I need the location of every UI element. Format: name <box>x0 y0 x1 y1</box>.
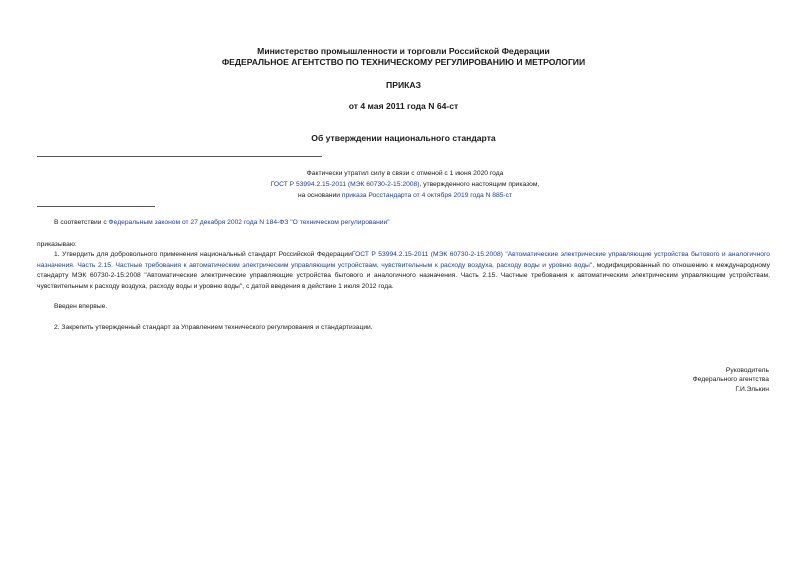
document-date-number: от 4 мая 2011 года N 64-ст <box>348 101 459 111</box>
divider-top <box>37 156 322 157</box>
order-item-1-text-a: 1. Утвердить для добровольного применения национальный стандарт Российской Федерации <box>54 251 352 258</box>
document-type: ПРИКАЗ <box>386 80 421 90</box>
agency-name: ФЕДЕРАЛЬНОЕ АГЕНТСТВО ПО ТЕХНИЧЕСКОМУ РЕГУЛИРОВАНИЮ И МЕТРОЛОГИИ <box>221 57 586 67</box>
status-note-line1: Фактически утратил силу в связи с отменой с 1 июня 2020 года <box>306 170 504 177</box>
order-word: приказываю: <box>37 241 77 248</box>
order-item-1-text-b: , модифицированный по отношению к международному стандарту МЭК 60730-2-15:2008 "Автоматические электрические управляющие устройства бытового и аналогичного назначения. Часть 2.15. Частные требования к автоматическим электрическим управляющим устройствам, чувствительным к расходу воздуха, расходу воды и уровню воды", с датой введения в действие 1 июля 2012 года. <box>37 261 770 290</box>
rosstandart-order-link[interactable]: приказа Росстандарта от 4 октября 2019 года N 885-ст <box>341 192 513 199</box>
gost-standard-link[interactable]: ГОСТ Р 53994.2.15-2011 (МЭК 60730-2-15:2008) <box>270 181 420 188</box>
order-item-1 <box>37 250 770 292</box>
divider-bottom <box>37 206 155 207</box>
order-item-2: 2. Закрепить утвержденный стандарт за Управлением технического регулирования и стандартизации. <box>54 324 373 331</box>
legal-basis-paragraph <box>37 218 770 229</box>
document-title: Об утверждении национального стандарта <box>311 133 496 143</box>
signature-name: Г.И.Элькин <box>735 386 769 393</box>
status-note-line2 <box>150 179 660 190</box>
gost-standard-full-link[interactable]: ГОСТ Р 53994.2.15-2011 (МЭК 60730-2-15:2008) "Автоматические электрические управляющие устройства бытового и аналогичного назначения. Часть 2.15. Частные требования к автоматическим электрическим управляющим устройствам, чувствительным к расходу воздуха, расходу воды и уровню воды" <box>37 251 770 269</box>
status-note-line2-text: , утвержденного настоящим приказом, <box>419 181 540 188</box>
introduced-first-note: Введен впервые. <box>54 303 108 310</box>
status-note-line3 <box>150 190 660 201</box>
legal-basis-text: В соответствии с <box>54 219 109 226</box>
ministry-name: Министерство промышленности и торговли Российской Федерации <box>257 46 550 56</box>
signature-organization: Федерального агентства <box>692 376 769 383</box>
federal-law-link[interactable]: Федеральным законом от 27 декабря 2002 года N 184-ФЗ "О техническом регулировании" <box>108 219 390 226</box>
signature-position: Руководитель <box>725 367 769 374</box>
status-note-line3-text: на основании <box>297 192 342 199</box>
